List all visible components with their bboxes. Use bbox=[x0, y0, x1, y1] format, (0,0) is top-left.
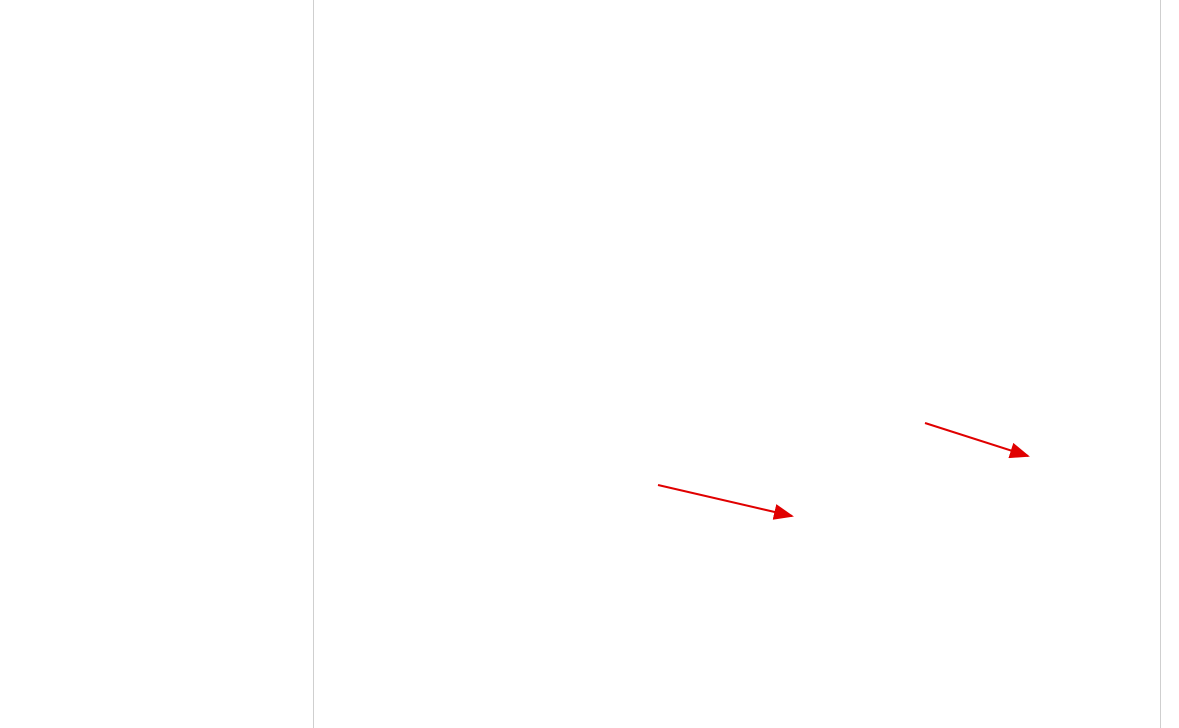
arrow-to-checkbox bbox=[658, 485, 792, 516]
arrow-to-password-size bbox=[925, 423, 1028, 456]
